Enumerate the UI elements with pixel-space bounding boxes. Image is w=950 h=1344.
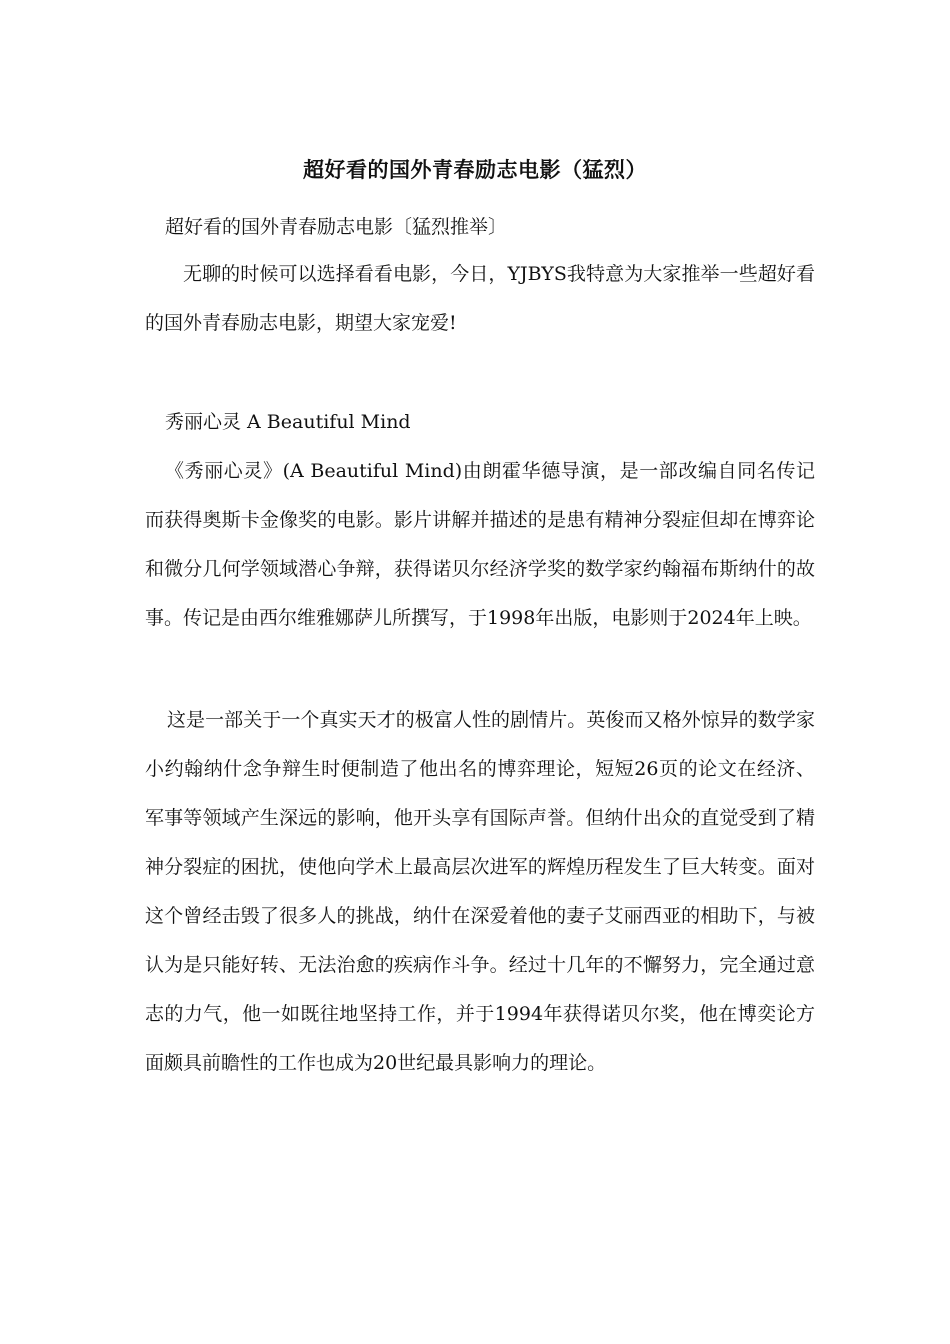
body-paragraph-2: 这是一部关于一个真实天才的极富人性的剧情片。英俊而又格外惊异的数学家小约翰纳什念争辩生时便制造了他出名的博弈理论，短短26页的论文在经济、军事等领域产生深远的影响，他开头享有国际声誉。但纳什出众的直觉受到了精神分裂症的困扰，使他向学术上最高层次进军的辉煌历程发生了巨大转变。面对这个曾经击毁了很多人的挑战，纳什在深爱着他的妻子艾丽西亚的相助下，与被认为是只能好转、无法治愈的疾病作斗争。经过十几年的不懈努力，完全通过意志的力气，他一如既往地坚持工作，并于1994年获得诺贝尔奖，他在博奕论方面颇具前瞻性的工作也成为20世纪最具影响力的理论。 [145, 709, 815, 1074]
document-subtitle: 超好看的国外青春励志电影〔猛烈推举〕 [165, 216, 508, 238]
section-heading: 秀丽心灵 A Beautiful Mind [165, 411, 411, 433]
document-title: 超好看的国外青春励志电影（猛烈） [303, 157, 647, 182]
intro-paragraph: 无聊的时候可以选择看看电影，今日，YJBYS我特意为大家推举一些超好看的国外青春励志电影，期望大家宠爱! [145, 263, 815, 334]
body-paragraph-1: 《秀丽心灵》(A Beautiful Mind)由朗霍华德导演，是一部改编自同名传记而获得奥斯卡金像奖的电影。影片讲解并描述的是患有精神分裂症但却在博弈论和微分几何学领域潜心争辩，获得诺贝尔经济学奖的数学家约翰福布斯纳什的故事。传记是由西尔维雅娜萨儿所撰写，于1998年出版，电影则于2024年上映。 [145, 460, 815, 629]
